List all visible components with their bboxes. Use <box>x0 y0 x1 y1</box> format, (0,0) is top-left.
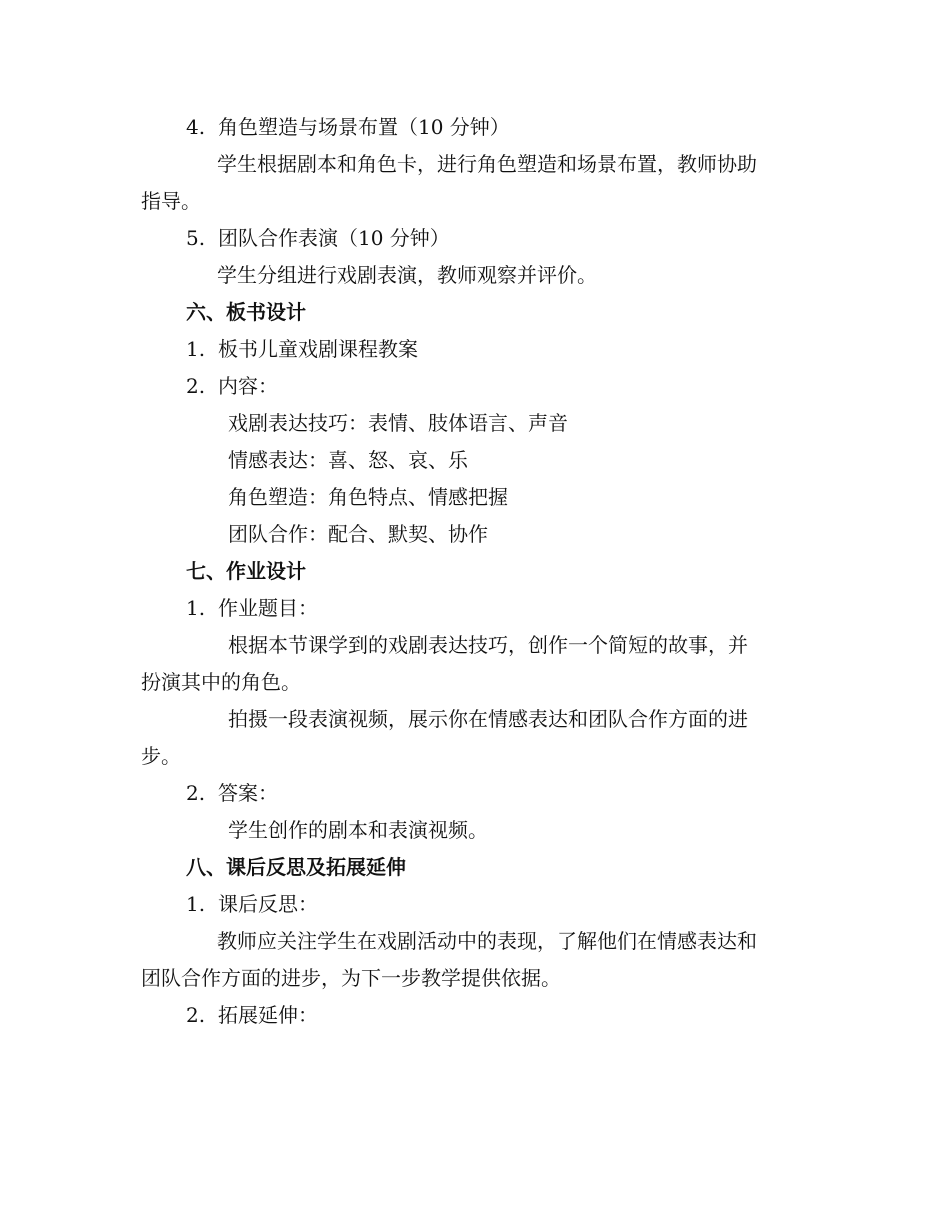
list-item-4 <box>186 112 510 142</box>
paragraph-line: 扮演其中的角色。 <box>141 670 301 694</box>
paragraph-line: 学生根据剧本和角色卡，进行角色塑造和场景布置，教师协助 <box>217 152 757 176</box>
paragraph-line: 步。 <box>141 744 181 768</box>
list-item-2 <box>186 778 278 808</box>
paragraph-line: 根据本节课学到的戏剧表达技巧，创作一个简短的故事，并 <box>228 633 748 657</box>
paragraph-line: 指导。 <box>141 189 201 213</box>
item-text: 板书儿童戏剧课程教案 <box>218 337 418 361</box>
item-number: 2. <box>186 1003 206 1027</box>
section-heading-7: 七、作业设计 <box>186 559 306 583</box>
item-number: 2. <box>186 374 206 398</box>
paragraph-line: 学生创作的剧本和表演视频。 <box>228 818 488 842</box>
item-number: 1. <box>186 337 206 361</box>
item-text: 拓展延伸： <box>218 1003 318 1027</box>
item-text: 作业题目： <box>218 596 318 620</box>
item-text: 答案： <box>218 781 278 805</box>
list-item-1 <box>186 593 318 623</box>
content-line: 角色塑造：角色特点、情感把握 <box>228 485 508 509</box>
list-item-1 <box>186 889 318 919</box>
paragraph-line: 学生分组进行戏剧表演，教师观察并评价。 <box>217 263 597 287</box>
content-line: 情感表达：喜、怒、哀、乐 <box>228 448 468 472</box>
content-line: 戏剧表达技巧：表情、肢体语言、声音 <box>228 411 568 435</box>
paragraph-line: 团队合作方面的进步，为下一步教学提供依据。 <box>141 966 561 990</box>
list-item-2 <box>186 1000 318 1030</box>
item-number: 1. <box>186 596 206 620</box>
item-text: 内容： <box>218 374 278 398</box>
section-heading-6: 六、板书设计 <box>186 300 306 324</box>
content-line: 团队合作：配合、默契、协作 <box>228 522 488 546</box>
paragraph-line: 拍摄一段表演视频，展示你在情感表达和团队合作方面的进 <box>228 707 748 731</box>
item-number: 1. <box>186 892 206 916</box>
item-number: 2. <box>186 781 206 805</box>
item-text: 课后反思： <box>218 892 318 916</box>
list-item-5 <box>186 223 450 253</box>
item-text: 角色塑造与场景布置（10 分钟） <box>218 115 510 139</box>
item-text: 团队合作表演（10 分钟） <box>218 226 450 250</box>
item-number: 5. <box>186 226 206 250</box>
item-number: 4. <box>186 115 206 139</box>
list-item-2 <box>186 371 278 401</box>
section-heading-8: 八、课后反思及拓展延伸 <box>186 855 406 879</box>
list-item-1 <box>186 334 418 364</box>
paragraph-line: 教师应关注学生在戏剧活动中的表现，了解他们在情感表达和 <box>217 929 757 953</box>
